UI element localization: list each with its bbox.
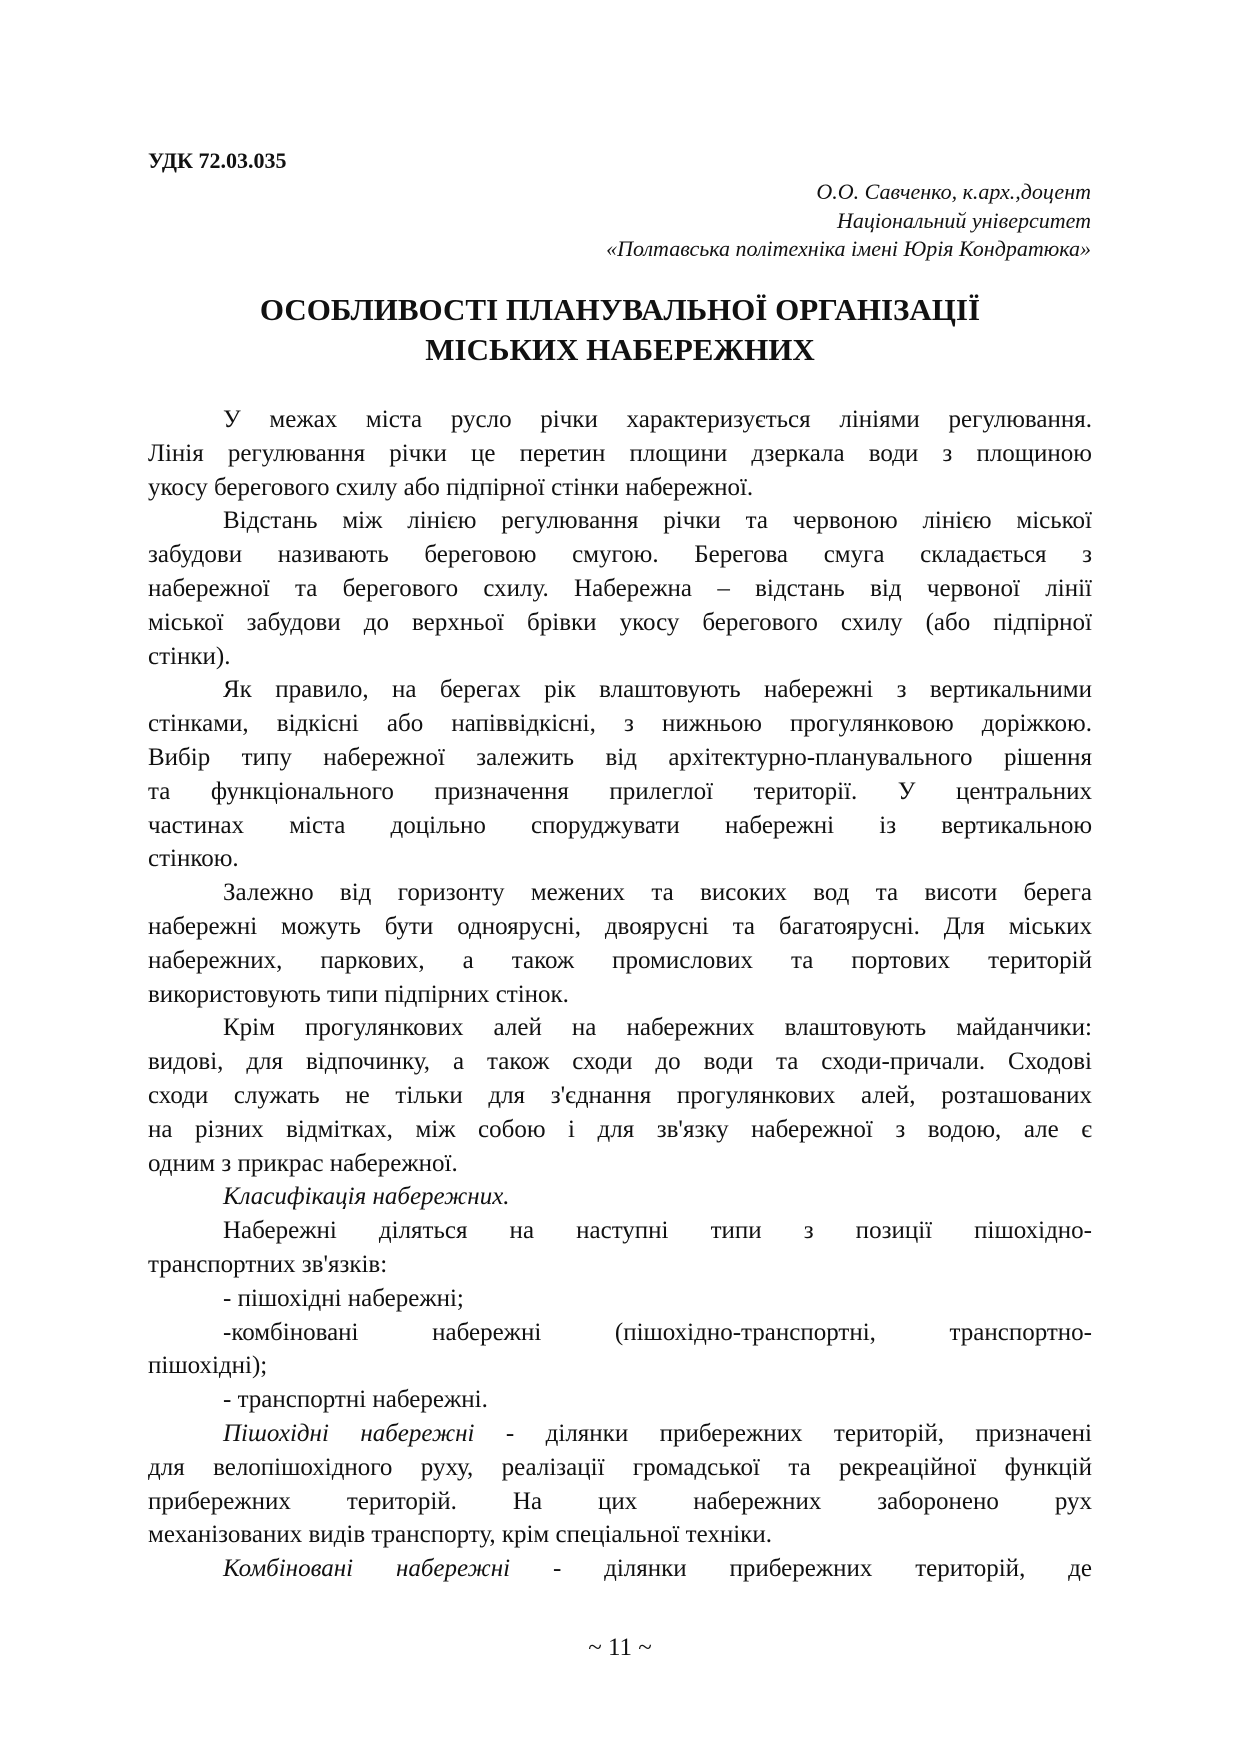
line-text: - транспортні набережні.	[223, 1386, 488, 1414]
line-text: - пішохідні набережні;	[223, 1284, 464, 1312]
author-block	[606, 178, 1091, 264]
text-line	[148, 1518, 1092, 1552]
text-line	[148, 1011, 1092, 1045]
line-text: стінкою.	[148, 845, 239, 873]
line-text: Відстань між лінією регулювання річки та червоною лінією міської	[223, 507, 1092, 535]
line-text: стінками, відкісні або напіввідкісні, з нижньою прогулянковою доріжкою.	[148, 710, 1092, 738]
line-text: забудови називають береговою смугою. Берегова смуга складається з	[148, 541, 1092, 569]
italic-term: Пішохідні набережні	[223, 1419, 475, 1447]
line-text: Вибір типу набережної залежить від архітектурно-планувального рішення	[148, 743, 1092, 771]
italic-term: Комбіновані набережні	[223, 1555, 511, 1583]
text-line	[148, 1552, 1092, 1586]
text-line	[148, 403, 1092, 437]
text-line	[148, 1214, 1092, 1248]
line-text: -комбіновані набережні (пішохідно-транспортні, транспортно-	[223, 1318, 1092, 1346]
line-text: Набережні діляться на наступні типи з позиції пішохідно-	[223, 1217, 1092, 1245]
text-line	[148, 809, 1092, 843]
title-line-2: МІСЬКИХ НАБЕРЕЖНИХ	[425, 332, 815, 367]
paragraph	[148, 1180, 1092, 1214]
text-line	[148, 1180, 1092, 1214]
paragraph	[148, 1011, 1092, 1180]
text-line	[148, 504, 1092, 538]
text-line	[148, 1045, 1092, 1079]
text-line	[148, 1417, 1092, 1451]
line-text: укосу берегового схилу або підпірної стінки набережної.	[148, 473, 754, 501]
line-text: одним з прикрас набережної.	[148, 1149, 458, 1177]
text-line	[148, 606, 1092, 640]
text-line	[148, 437, 1092, 471]
text-line	[148, 1383, 1092, 1417]
line-text: частинах міста доцільно споруджувати набережні із вертикальною	[148, 811, 1092, 839]
affiliation-line-2: «Полтавська політехніка імені Юрія Кондратюка»	[606, 236, 1091, 261]
affiliation-line-1: Національний університет	[836, 207, 1091, 233]
line-text: Лінія регулювання річки це перетин площини дзеркала води з площиною	[148, 439, 1092, 467]
text-line	[148, 1113, 1092, 1147]
text-line	[148, 1349, 1092, 1383]
line-text: міської забудови до верхньої брівки укосу берегового схилу (або підпірної	[148, 608, 1092, 636]
line-text: Крім прогулянкових алей на набережних влаштовують майданчики:	[223, 1014, 1092, 1042]
text-line	[148, 640, 1092, 674]
line-text: У межах міста русло річки характеризується лініями регулювання.	[223, 406, 1092, 433]
text-line	[148, 1485, 1092, 1519]
text-line	[148, 538, 1092, 572]
paragraph	[148, 673, 1092, 876]
line-text: використовують типи підпірних стінок.	[148, 980, 569, 1008]
paragraph	[148, 1214, 1092, 1282]
line-text: набережних, паркових, а також промислових та портових територій	[148, 946, 1092, 974]
paragraph	[148, 1383, 1092, 1417]
text-line	[148, 910, 1092, 944]
text-line	[148, 978, 1092, 1012]
paragraph	[148, 403, 1092, 504]
text-line	[148, 842, 1092, 876]
line-text: та функціонального призначення прилеглої території. У центральних	[148, 777, 1092, 805]
text-line	[148, 944, 1092, 978]
line-text: видові, для відпочинку, а також сходи до води та сходи-причали. Сходові	[148, 1048, 1092, 1076]
text-line	[148, 707, 1092, 741]
line-text: прибережних територій. На цих набережних заборонено рух	[148, 1487, 1092, 1515]
text-line	[148, 471, 1092, 505]
paragraph	[148, 1552, 1092, 1586]
paragraph	[148, 876, 1092, 1011]
line-text: набережні можуть бути одноярусні, двоярусні та багатоярусні. Для міських	[148, 912, 1092, 940]
text-line	[148, 1147, 1092, 1181]
line-text: - ділянки прибережних територій, де	[510, 1555, 1092, 1583]
line-text: стінки).	[148, 642, 231, 670]
paragraph	[148, 1282, 1092, 1316]
text-line	[148, 673, 1092, 707]
author-name: О.О. Савченко, к.арх.,доцент	[816, 179, 1091, 204]
text-line	[148, 1282, 1092, 1316]
text-line	[148, 741, 1092, 775]
line-text: на різних відмітках, між собою і для зв'язку набережної з водою, але є	[148, 1115, 1092, 1143]
title-line-1: ОСОБЛИВОСТІ ПЛАНУВАЛЬНОЇ ОРГАНІЗАЦІЇ	[259, 292, 981, 327]
page-number: ~ 11 ~	[588, 1634, 652, 1661]
line-text: транспортних зв'язків:	[148, 1250, 388, 1278]
text-line	[148, 1316, 1092, 1350]
line-text: сходи служать не тільки для з'єднання прогулянкових алей, розташованих	[148, 1081, 1092, 1109]
line-text: пішохідні);	[148, 1352, 268, 1380]
line-text: Залежно від горизонту межених та високих вод та висоти берега	[223, 879, 1092, 907]
paragraph	[148, 504, 1092, 673]
line-text: Як правило, на берегах рік влаштовують набережні з вертикальними	[223, 676, 1092, 704]
paragraph	[148, 1417, 1092, 1552]
text-line	[148, 1451, 1092, 1485]
text-line	[148, 775, 1092, 809]
line-text: - ділянки прибережних територій, призначені	[474, 1419, 1092, 1447]
text-line	[148, 876, 1092, 910]
text-line	[148, 572, 1092, 606]
line-text: Класифікація набережних.	[223, 1183, 510, 1211]
line-text: для велопішохідного руху, реалізації громадської та рекреаційної функцій	[148, 1453, 1092, 1481]
line-text: механізованих видів транспорту, крім спеціальної техніки.	[148, 1521, 772, 1549]
text-line	[148, 1079, 1092, 1113]
line-text: набережної та берегового схилу. Набережна – відстань від червоної лінії	[148, 574, 1092, 602]
article-title	[0, 290, 1240, 370]
paragraph	[148, 1316, 1092, 1384]
article-body	[148, 403, 1092, 1586]
text-line	[148, 1248, 1092, 1282]
udc-code: УДК 72.03.035	[148, 148, 287, 173]
